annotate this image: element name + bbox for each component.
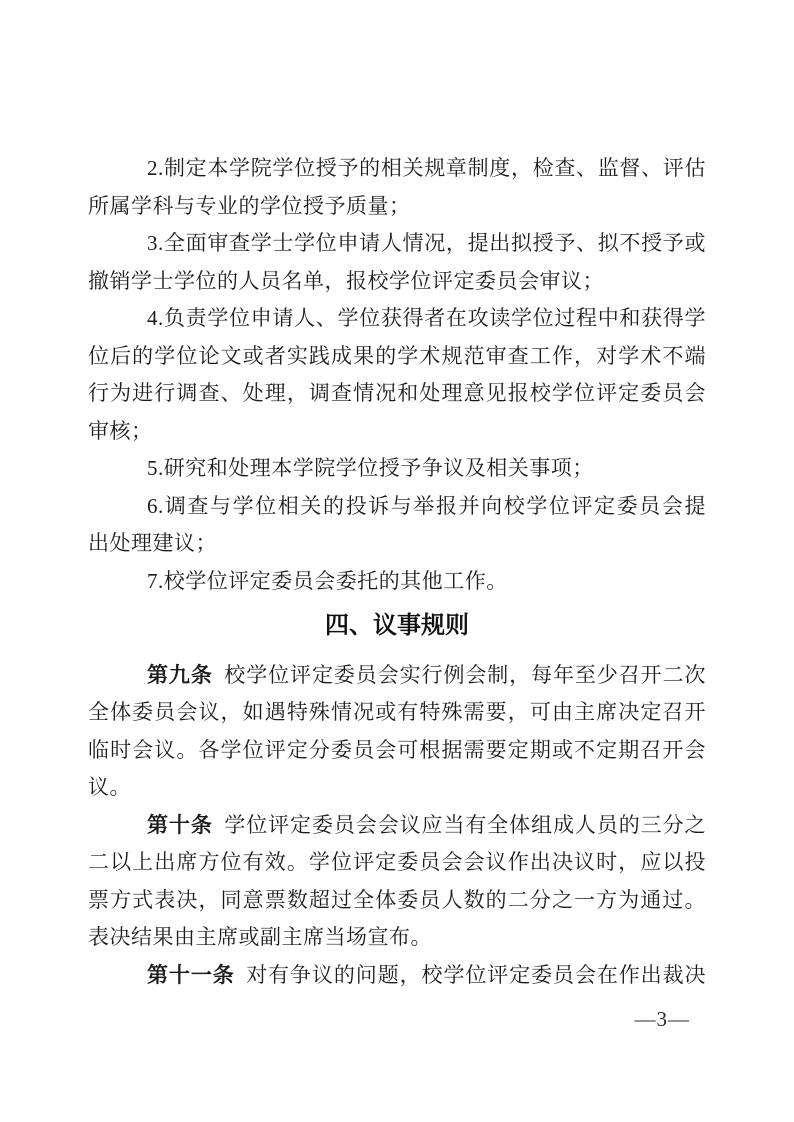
text-line: 二以上出席方位有效。学位评定委员会会议作出决议时，应以投	[88, 850, 706, 874]
text-line: 6.调查与学位相关的投诉与举报并向校学位评定委员会提	[147, 493, 706, 518]
text-line: 议。	[88, 775, 131, 799]
text-line: 4.负责学位申请人、学位获得者在攻读学位过程中和获得学	[147, 306, 706, 330]
section-heading: 四、议事规则	[325, 612, 469, 639]
text-line: 位后的学位论文或者实践成果的学术规范审查工作，对学术不端	[88, 343, 706, 368]
text-line: 3.全面审查学士学位申请人情况，提出拟授予、拟不授予或	[147, 231, 706, 255]
text-line: 出处理建议；	[88, 531, 217, 555]
text-line: 5.研究和处理本学院学位授予争议及相关事项；	[147, 456, 594, 480]
text-line	[88, 957, 706, 995]
article-text: 对有争议的问题，校学位评定委员会在作出裁决	[246, 962, 707, 987]
text-line	[88, 807, 706, 845]
article-number-label: 第十一条	[147, 962, 235, 987]
document-body	[88, 150, 706, 994]
text-line: 行为进行调查、处理，调查情况和处理意见报校学位评定委员会	[88, 381, 706, 405]
text-line: 撤销学士学位的人员名单，报校学位评定委员会审议；	[88, 268, 604, 293]
page-number: —3—	[634, 1007, 690, 1031]
text-line: 7.校学位评定委员会委托的其他工作。	[147, 568, 508, 593]
text-line: 表决结果由主席或副主席当场宣布。	[88, 925, 432, 949]
article-text: 学位评定委员会会议应当有全体组成人员的三分之	[224, 812, 707, 837]
article-text: 校学位评定委员会实行例会制，每年至少召开二次	[224, 662, 707, 687]
text-line: 2.制定本学院学位授予的相关规章制度，检查、监督、评估	[147, 156, 706, 180]
text-line: 所属学科与专业的学位授予质量；	[88, 193, 411, 218]
article-number-label: 第十条	[147, 812, 213, 837]
text-line: 全体委员会议，如遇特殊情况或有特殊需要，可由主席决定召开	[88, 700, 706, 724]
text-line	[88, 657, 706, 695]
article-number-label: 第九条	[147, 662, 213, 687]
text-line: 审核；	[88, 418, 153, 443]
text-line: 临时会议。各学位评定分委员会可根据需要定期或不定期召开会	[88, 737, 706, 762]
text-line: 票方式表决，同意票数超过全体委员人数的二分之一方为通过。	[88, 887, 706, 912]
